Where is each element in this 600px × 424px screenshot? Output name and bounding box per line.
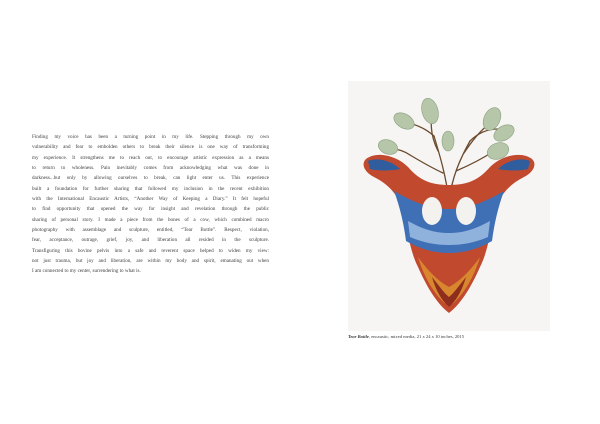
text-line: Finding my voice has been a turning point in my life. Stepping through my own bbox=[32, 134, 269, 140]
text-line: photography with assemblage and sculpture, entitled, “Tear Bottle”. Respect, violation, bbox=[32, 227, 269, 234]
text-line: vulnerability and fear to embolden others to break their silence is one way of transforming bbox=[32, 144, 269, 151]
photo-caption bbox=[348, 334, 578, 339]
text-line: fear, acceptance, outrage, grief, joy, and liberation all resided in the sculpture. bbox=[32, 237, 269, 244]
artwork-details: , encaustic, mixed media, 21 x 24 x 10 inches, 2015 bbox=[368, 334, 465, 339]
essay-paragraph bbox=[32, 132, 269, 277]
text-line: with the International Encaustic Artists, “Another Way of Keeping a Diary.” It felt hopeful bbox=[32, 196, 269, 203]
text-line: I am connected to my center, surrendering to what is. bbox=[32, 268, 141, 275]
text-line: Transfiguring this bovine pelvis into a safe and reverent space helped to widen my view: bbox=[32, 247, 269, 254]
text-line: sharing of personal story. I made a piece from the bones of a cow, which combined macro bbox=[32, 216, 269, 223]
right-page bbox=[300, 0, 600, 424]
text-line: built a foundation for further sharing that followed my inclusion in the recent exhibition bbox=[32, 185, 269, 192]
sculpture-illustration bbox=[348, 81, 550, 331]
text-line: darkness...but only by allowing ourselves to break, can light enter us. This experience bbox=[32, 175, 269, 182]
text-line: to return to wholeness. Pain inevitably comes from acknowledging what was done in bbox=[32, 165, 269, 172]
text-line: my experience. It strengthens me to reach out, to encourage artistic expression as a means bbox=[32, 154, 269, 161]
text-line: to find opportunity that opened the way for insight and revelation through the public bbox=[32, 206, 269, 213]
text-line: not just trauma, but joy and liberation, are within my body and spirit, emanating out when bbox=[32, 258, 269, 265]
artwork-title: Tear Bottle bbox=[348, 334, 369, 339]
sculpture-photo bbox=[348, 81, 550, 331]
